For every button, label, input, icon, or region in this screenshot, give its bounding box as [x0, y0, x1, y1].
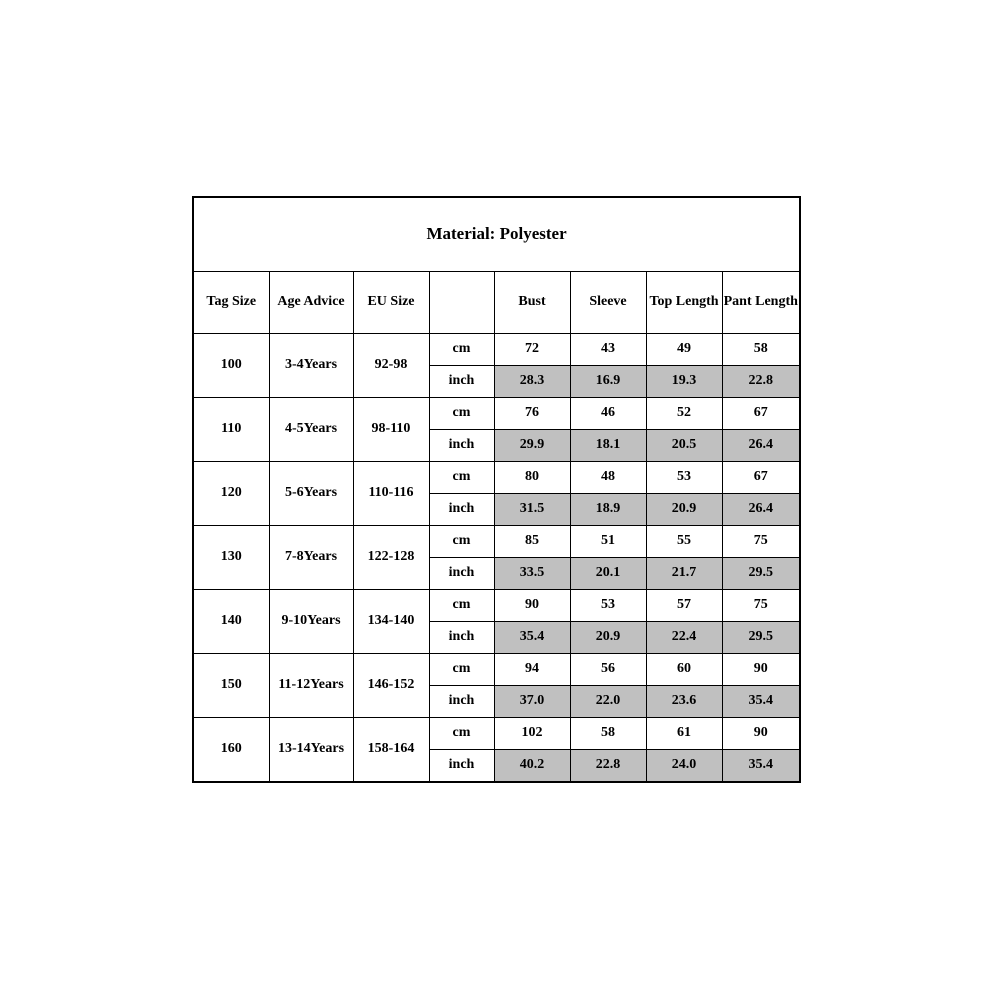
unit-label-inch: inch — [429, 622, 494, 654]
bust-inch-cell: 40.2 — [494, 750, 570, 783]
material-title: Material: Polyester — [193, 197, 800, 272]
unit-label-cm: cm — [429, 590, 494, 622]
bust-cm-cell: 72 — [494, 334, 570, 366]
top-length-inch-cell: 20.9 — [646, 494, 722, 526]
top-length-cm-cell: 53 — [646, 462, 722, 494]
sleeve-inch-cell: 16.9 — [570, 366, 646, 398]
eu-size-cell: 98-110 — [353, 398, 429, 462]
tag-size-cell: 100 — [193, 334, 269, 398]
age-advice-cell: 3-4Years — [269, 334, 353, 398]
header-pant-length: Pant Length — [722, 272, 800, 334]
pant-length-inch-cell: 26.4 — [722, 494, 800, 526]
size-chart-table — [192, 196, 801, 783]
header-bust: Bust — [494, 272, 570, 334]
sleeve-inch-cell: 18.9 — [570, 494, 646, 526]
eu-size-cell: 92-98 — [353, 334, 429, 398]
tag-size-cell: 120 — [193, 462, 269, 526]
unit-label-inch: inch — [429, 558, 494, 590]
sleeve-cm-cell: 48 — [570, 462, 646, 494]
eu-size-cell: 146-152 — [353, 654, 429, 718]
top-length-cm-cell: 49 — [646, 334, 722, 366]
pant-length-cm-cell: 75 — [722, 526, 800, 558]
bust-cm-cell: 94 — [494, 654, 570, 686]
age-advice-cell: 11-12Years — [269, 654, 353, 718]
unit-label-cm: cm — [429, 654, 494, 686]
top-length-cm-cell: 55 — [646, 526, 722, 558]
eu-size-cell: 122-128 — [353, 526, 429, 590]
age-advice-cell: 9-10Years — [269, 590, 353, 654]
unit-label-cm: cm — [429, 462, 494, 494]
size-row-cm — [193, 590, 800, 622]
pant-length-cm-cell: 75 — [722, 590, 800, 622]
bust-cm-cell: 76 — [494, 398, 570, 430]
sleeve-cm-cell: 53 — [570, 590, 646, 622]
bust-inch-cell: 37.0 — [494, 686, 570, 718]
size-row-cm — [193, 526, 800, 558]
tag-size-cell: 160 — [193, 718, 269, 783]
tag-size-cell: 150 — [193, 654, 269, 718]
eu-size-cell: 110-116 — [353, 462, 429, 526]
unit-label-cm: cm — [429, 398, 494, 430]
size-row-cm — [193, 462, 800, 494]
size-row-cm — [193, 334, 800, 366]
sleeve-cm-cell: 58 — [570, 718, 646, 750]
eu-size-cell: 134-140 — [353, 590, 429, 654]
header-row — [193, 272, 800, 334]
size-row-cm — [193, 718, 800, 750]
unit-label-inch: inch — [429, 430, 494, 462]
pant-length-cm-cell: 90 — [722, 718, 800, 750]
sleeve-inch-cell: 22.8 — [570, 750, 646, 783]
top-length-inch-cell: 19.3 — [646, 366, 722, 398]
tag-size-cell: 130 — [193, 526, 269, 590]
unit-label-cm: cm — [429, 334, 494, 366]
bust-cm-cell: 85 — [494, 526, 570, 558]
unit-label-cm: cm — [429, 526, 494, 558]
bust-cm-cell: 102 — [494, 718, 570, 750]
sleeve-inch-cell: 20.9 — [570, 622, 646, 654]
bust-cm-cell: 90 — [494, 590, 570, 622]
top-length-cm-cell: 60 — [646, 654, 722, 686]
bust-inch-cell: 28.3 — [494, 366, 570, 398]
top-length-cm-cell: 52 — [646, 398, 722, 430]
sleeve-inch-cell: 22.0 — [570, 686, 646, 718]
bust-cm-cell: 80 — [494, 462, 570, 494]
header-unit — [429, 272, 494, 334]
pant-length-cm-cell: 67 — [722, 462, 800, 494]
bust-inch-cell: 29.9 — [494, 430, 570, 462]
pant-length-cm-cell: 67 — [722, 398, 800, 430]
header-age-advice: Age Advice — [269, 272, 353, 334]
top-length-inch-cell: 24.0 — [646, 750, 722, 783]
sleeve-cm-cell: 46 — [570, 398, 646, 430]
top-length-inch-cell: 22.4 — [646, 622, 722, 654]
sleeve-cm-cell: 43 — [570, 334, 646, 366]
pant-length-inch-cell: 29.5 — [722, 622, 800, 654]
unit-label-inch: inch — [429, 494, 494, 526]
age-advice-cell: 5-6Years — [269, 462, 353, 526]
title-row — [193, 197, 800, 272]
bust-inch-cell: 31.5 — [494, 494, 570, 526]
age-advice-cell: 7-8Years — [269, 526, 353, 590]
pant-length-inch-cell: 35.4 — [722, 750, 800, 783]
sleeve-inch-cell: 18.1 — [570, 430, 646, 462]
age-advice-cell: 4-5Years — [269, 398, 353, 462]
tag-size-cell: 140 — [193, 590, 269, 654]
unit-label-inch: inch — [429, 366, 494, 398]
header-top-length: Top Length — [646, 272, 722, 334]
top-length-cm-cell: 57 — [646, 590, 722, 622]
top-length-inch-cell: 23.6 — [646, 686, 722, 718]
size-row-cm — [193, 654, 800, 686]
sleeve-cm-cell: 56 — [570, 654, 646, 686]
pant-length-cm-cell: 58 — [722, 334, 800, 366]
age-advice-cell: 13-14Years — [269, 718, 353, 783]
tag-size-cell: 110 — [193, 398, 269, 462]
pant-length-cm-cell: 90 — [722, 654, 800, 686]
pant-length-inch-cell: 26.4 — [722, 430, 800, 462]
top-length-cm-cell: 61 — [646, 718, 722, 750]
sleeve-inch-cell: 20.1 — [570, 558, 646, 590]
header-sleeve: Sleeve — [570, 272, 646, 334]
unit-label-cm: cm — [429, 718, 494, 750]
header-tag-size: Tag Size — [193, 272, 269, 334]
sleeve-cm-cell: 51 — [570, 526, 646, 558]
pant-length-inch-cell: 35.4 — [722, 686, 800, 718]
header-eu-size: EU Size — [353, 272, 429, 334]
pant-length-inch-cell: 22.8 — [722, 366, 800, 398]
bust-inch-cell: 35.4 — [494, 622, 570, 654]
top-length-inch-cell: 20.5 — [646, 430, 722, 462]
unit-label-inch: inch — [429, 750, 494, 783]
bust-inch-cell: 33.5 — [494, 558, 570, 590]
size-row-cm — [193, 398, 800, 430]
pant-length-inch-cell: 29.5 — [722, 558, 800, 590]
unit-label-inch: inch — [429, 686, 494, 718]
top-length-inch-cell: 21.7 — [646, 558, 722, 590]
eu-size-cell: 158-164 — [353, 718, 429, 783]
